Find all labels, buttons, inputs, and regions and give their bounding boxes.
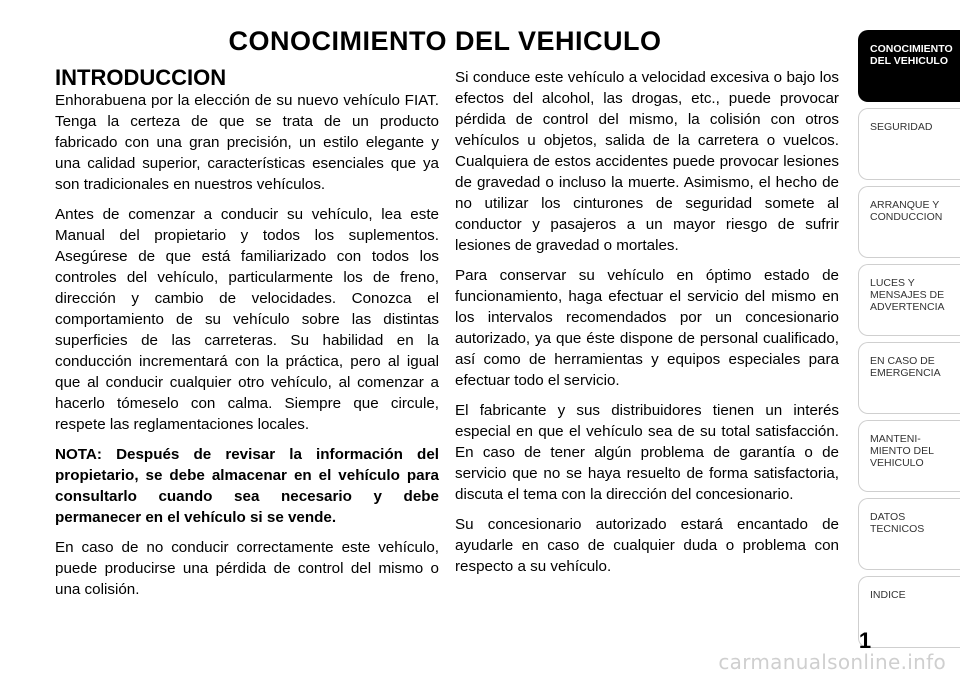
service-paragraph: Para conservar su vehículo en óptimo estado de funcionamiento, haga efectuar el servicio del mismo en los intervalos recomendados por un concesionario autorizado, ya que éste dispone de personal cualificado, así como de herramientas y equipos especiales para efectuar todo el servicio. xyxy=(455,267,839,389)
page-title: CONOCIMIENTO DEL VEHICULO xyxy=(228,26,662,56)
chapter-tabs xyxy=(858,30,960,654)
page-number: 1 xyxy=(858,628,872,653)
section-heading: INTRODUCCION xyxy=(55,65,227,90)
tab-conocimiento-del-vehiculo[interactable]: CONOCIMIENTO DEL VEHICULO xyxy=(858,30,960,102)
dealer-paragraph: Su concesionario autorizado estará encantado de ayudarle en caso de cualquier duda o problema con respecto a su vehículo. xyxy=(455,516,839,575)
tab-arranque-y-conduccion[interactable]: ARRANQUE Y CONDUCCION xyxy=(858,186,960,258)
tab-en-caso-de-emergencia[interactable]: EN CASO DE EMERGENCIA xyxy=(858,342,960,414)
speeding-warning-paragraph: Si conduce este vehículo a velocidad excesiva o bajo los efectos del alcohol, las drogas, etc., puede provocar pérdida de control del mismo, la colisión con otros vehículos u objetos, salida de la carretera o vuelcos. Cualquiera de estos accidentes puede provocar lesiones de gravedad o incluso la muerte. Asimismo, el hecho de no utilizar los cinturones de seguridad somete al conductor y pasajeros a un mayor riesgo de sufrir lesiones de gravedad o mortales. xyxy=(455,69,839,254)
intro-paragraph: Enhorabuena por la elección de su nuevo vehículo FIAT. Tenga la certeza de que se trata de un producto fabricado con una gran precisión, un estilo elegante y una calidad superior, características esenciales que ya son tradicionales en nuestros vehículos. xyxy=(55,92,439,193)
left-column xyxy=(55,66,439,609)
tab-indice[interactable]: INDICE xyxy=(858,576,960,648)
tab-datos-tecnicos[interactable]: DATOS TECNICOS xyxy=(858,498,960,570)
collision-warning-paragraph: En caso de no conducir correctamente este vehículo, puede producirse una pérdida de control del mismo o una colisión. xyxy=(55,539,439,598)
right-column xyxy=(455,67,839,586)
tab-seguridad[interactable]: SEGURIDAD xyxy=(858,108,960,180)
note-paragraph: NOTA: Después de revisar la información del propietario, se debe almacenar en el vehículo para consultarlo cuando sea necesario y debe permanecer en el vehículo si se vende. xyxy=(55,446,439,526)
tab-luces-y-mensajes[interactable]: LUCES Y MENSAJES DE ADVERTENCIA xyxy=(858,264,960,336)
satisfaction-paragraph: El fabricante y sus distribuidores tienen un interés especial en que el vehículo sea de su total satisfacción. En caso de tener algún problema de garantía o de servicio que no se haya resuelto de forma satisfactoria, discuta el tema con la dirección del concesionario. xyxy=(455,402,839,503)
tab-mantenimiento[interactable]: MANTENI- MIENTO DEL VEHICULO xyxy=(858,420,960,492)
before-driving-paragraph: Antes de comenzar a conducir su vehículo, lea este Manual del propietario y todos los suplementos. Asegúrese de que está familiarizado con todos los controles del vehículo, particularmente los de freno, dirección y cambio de velocidades. Conozca el comportamiento de su vehículo sobre las distintas superficies de las carreteras. Su habilidad en la conducción incrementará con la práctica, pero al igual que al conducir cualquier otro vehículo, al comenzar a hacerlo tómeselo con calma. Siempre que circule, respete las reglamentaciones locales. xyxy=(55,206,439,433)
watermark: carmanualsonline.info xyxy=(718,650,946,674)
